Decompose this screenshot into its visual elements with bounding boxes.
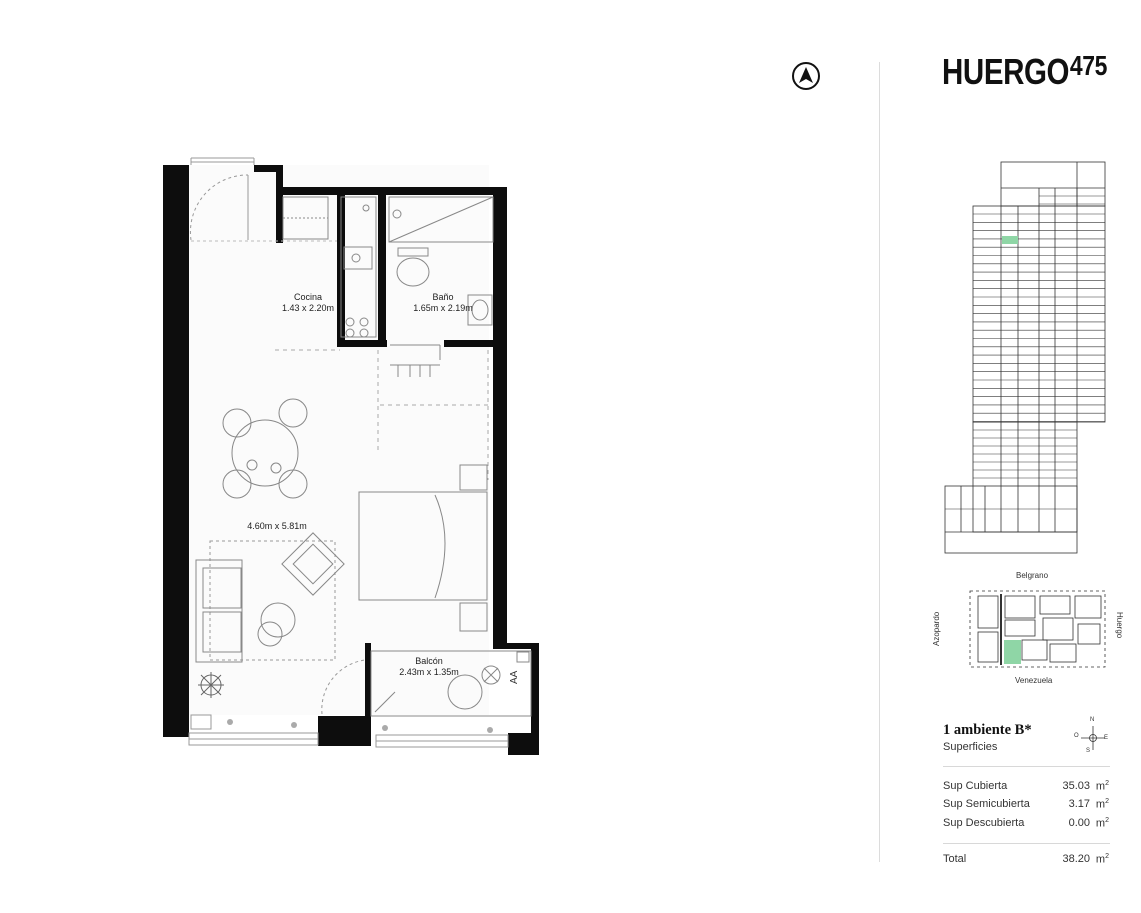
- highlighted-unit-elevation: [1002, 236, 1018, 244]
- area-value: 38.20: [1062, 853, 1090, 865]
- compass-n: N: [1090, 717, 1095, 723]
- area-label: Sup Semicubierta: [943, 798, 1030, 810]
- compass-e: E: [1104, 735, 1109, 741]
- street-label-left: Azopardo: [932, 611, 941, 646]
- area-unit: $m^2$: [1095, 798, 1109, 811]
- floor-plan: [163, 158, 539, 755]
- brand-logo: [942, 50, 1108, 92]
- ac-unit-label: AA: [509, 670, 520, 684]
- room-label-balcony: [389, 656, 469, 678]
- area-unit: $m^2$: [1095, 780, 1109, 793]
- unit-subtitle: Superficies: [943, 741, 998, 753]
- street-label-bottom: Venezuela: [1015, 676, 1053, 685]
- room-name: Baño: [432, 292, 454, 302]
- room-name: Cocina: [293, 292, 322, 302]
- compass-o: O: [1074, 733, 1079, 739]
- room-label-kitchen: [270, 292, 346, 314]
- area-label: Total: [943, 853, 967, 865]
- area-row-semicovered: [943, 798, 1110, 812]
- divider-line: [943, 843, 1110, 844]
- room-size: 4.60m x 5.81m: [247, 521, 307, 531]
- room-label-living: [232, 521, 322, 532]
- brand-number: 475: [1069, 50, 1108, 81]
- room-size: 2.43m x 1.35m: [399, 667, 459, 677]
- area-row-covered: [943, 780, 1110, 794]
- north-arrow-icon: [793, 63, 819, 89]
- area-row-uncovered: [943, 817, 1110, 831]
- area-value: 0.00: [1068, 817, 1090, 829]
- site-key-map: [970, 591, 1105, 667]
- area-value: 3.17: [1068, 798, 1090, 810]
- panel-divider: [879, 62, 880, 862]
- room-size: 1.43 x 2.20m: [281, 303, 335, 313]
- area-row-total: [943, 853, 1110, 867]
- brand-name: HUERGO: [942, 51, 1070, 92]
- highlighted-unit-map: [1004, 640, 1021, 664]
- area-label: Sup Cubierta: [943, 780, 1008, 792]
- room-size: 1.65m x 2.19m: [413, 303, 473, 313]
- unit-title: 1 ambiente B*: [943, 722, 1032, 738]
- area-unit: $m^2$: [1095, 853, 1109, 866]
- compass-s: S: [1086, 748, 1091, 754]
- building-elevation-diagram: [945, 162, 1105, 553]
- divider-line: [943, 766, 1110, 767]
- compass-rose-icon: [1081, 726, 1105, 750]
- room-name: Balcón: [415, 656, 443, 666]
- area-label: Sup Descubierta: [943, 817, 1025, 829]
- plant-icon: [198, 672, 224, 698]
- room-label-bathroom: [403, 292, 483, 314]
- area-unit: $m^2$: [1095, 817, 1109, 830]
- area-value: 35.03: [1062, 780, 1090, 792]
- street-label-top: Belgrano: [1016, 571, 1049, 580]
- street-label-right: Huergo: [1115, 612, 1124, 639]
